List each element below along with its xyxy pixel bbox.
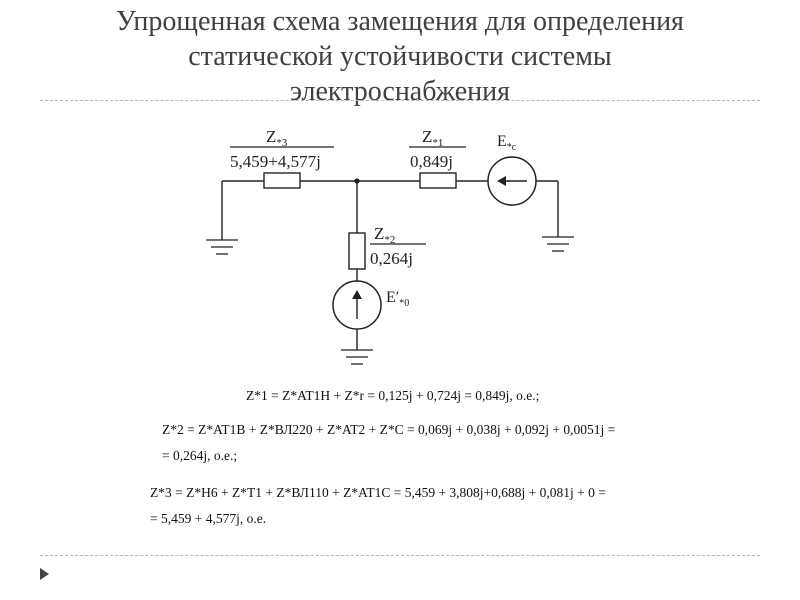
next-arrow-icon[interactable] — [40, 568, 49, 580]
junction-node — [354, 178, 359, 183]
ec-label: $E_{*c}$ — [497, 133, 517, 153]
z2-value: 0,264j — [370, 249, 413, 268]
ground-right-icon — [542, 237, 574, 251]
bottom-divider — [40, 555, 760, 556]
z1-value: 0,849j — [410, 152, 453, 171]
equation-z3-line2: = 5,459 + 4,577j, o.e. — [150, 511, 267, 526]
title-line-2: статической устойчивости системы — [188, 41, 612, 72]
e0-label: $E'_{*0}$ — [386, 289, 410, 309]
title-line-3: электроснабжения — [289, 76, 511, 107]
z1-resistor — [420, 173, 456, 188]
ground-middle-icon — [341, 350, 373, 364]
z3-resistor — [264, 173, 300, 188]
z2-label: $Z_{*2}$ — [374, 224, 396, 246]
equation-z2-line2: = 0,264j, o.e.; — [162, 448, 238, 463]
z3-value: 5,459+4,577j — [230, 152, 321, 171]
z1-label: $Z_{*1}$ — [422, 127, 444, 149]
z3-label: $Z_{*3}$ — [266, 127, 288, 149]
ground-left-icon — [206, 240, 238, 254]
equation-z1: Z*1 = Z*AT1H + Z*r = 0,125j + 0,724j = 0,849j, o.e.; — [246, 388, 540, 403]
z2-resistor — [349, 233, 365, 269]
equation-z3-line1: Z*3 = Z*H6 + Z*T1 + Z*ВЛ110 + Z*AT1C = 5,459 + 3,808j+0,688j + 0,081j + 0 = — [150, 485, 606, 500]
title-line-1: Упрощенная схема замещения для определения — [116, 6, 684, 37]
equation-z2-line1: Z*2 = Z*AT1B + Z*ВЛ220 + Z*AT2 + Z*C = 0,069j + 0,038j + 0,092j + 0,0051j = — [162, 422, 616, 437]
